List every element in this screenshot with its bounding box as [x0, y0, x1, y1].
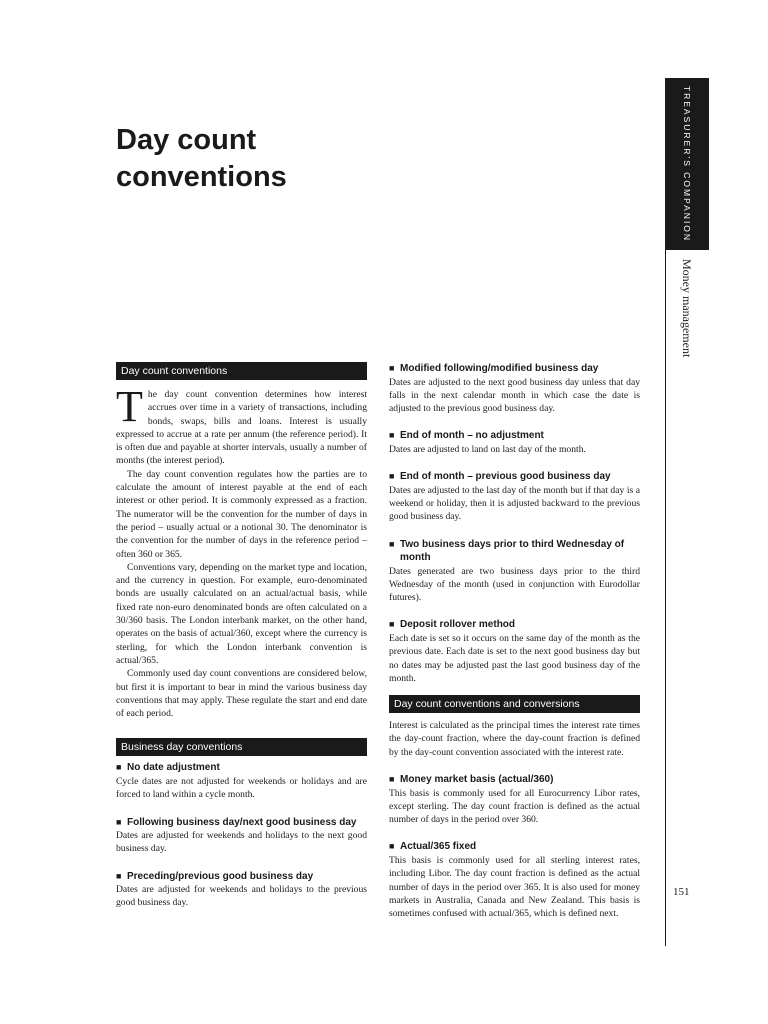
- page-title: [116, 122, 287, 196]
- subheading-following-business-day: ■ Following business day/next good business day: [116, 816, 357, 828]
- square-bullet-icon: ■: [116, 816, 122, 827]
- paragraph-3: Conventions vary, depending on the market type and location, and the currency in question. For example, euro-denominated bonds are usually calculated on an actual/actual basis, while fixed rate non-euro denominated bonds are often calculated on a 30/360 basis. The London interbank market, on the other hand, operates on the basis of actual/360, except where the currency is sterling, for which the London interbank convention is actual/365.: [116, 561, 367, 666]
- square-bullet-icon: ■: [389, 619, 395, 630]
- square-bullet-icon: ■: [389, 471, 395, 482]
- square-bullet-icon: ■: [389, 774, 395, 785]
- box-heading-business-day: Business day conventions: [116, 738, 367, 756]
- margin-rule: [665, 250, 666, 946]
- paragraph-4: Commonly used day count conventions are considered below, but first it is important to bear in mind the various business day conventions that may apply. These regulate the start and end date of each period.: [116, 668, 367, 720]
- paragraph-2: The day count convention regulates how the parties are to calculate the amount of interest payable at the end of each interest or other period. It is commonly expressed as a fraction. The numerator will be the convention for the number of days in the period – usually actual or a notional 30. The denominator is the convention for the number of days in the reference period – often 360 or 365.: [116, 468, 367, 560]
- sidebar-tab-label: TREASURER’S COMPANION: [682, 85, 692, 243]
- text-actual-365-fixed: This basis is commonly used for all sterling interest rates, including Libor. The day count fraction is defined as the actual number of days in the period over 365. It is also used for money markets in Australia, Canada and New Zealand. This basis is sometimes confused with actual/365, which is defined next.: [389, 854, 640, 920]
- drop-cap: T: [116, 382, 143, 431]
- subheading-deposit-rollover: ■ Deposit rollover method: [389, 619, 516, 631]
- square-bullet-icon: ■: [116, 762, 122, 773]
- square-bullet-icon: ■: [389, 430, 395, 441]
- text-deposit-rollover: Each date is set so it occurs on the same day of the month as the previous date. Each date is set to the next good business day but no dates may be adjusted past the last good business day of the month.: [389, 632, 640, 684]
- text-no-date-adjustment: Cycle dates are not adjusted for weekends or holidays and are forced to land within a cycle month.: [116, 775, 367, 801]
- left-column: [116, 362, 367, 910]
- subheading-end-of-month-no-adjustment: ■ End of month – no adjustment: [389, 430, 544, 442]
- text-preceding-business-day: Dates are adjusted for weekends and holidays to the previous good business day.: [116, 884, 367, 909]
- subheading-money-market-basis: ■ Money market basis (actual/360): [389, 774, 554, 786]
- text-third-wednesday: Dates generated are two business days prior to the third Wednesday of the month (used in conjunction with Eurodollar futures).: [389, 565, 640, 604]
- sidebar-tab: [665, 78, 709, 250]
- intro-paragraph: [116, 382, 367, 468]
- section-label: [665, 255, 709, 375]
- subheading-end-of-month-previous: ■ End of month – previous good business day: [389, 471, 611, 483]
- square-bullet-icon: ■: [389, 538, 395, 549]
- text-following-business-day: Dates are adjusted for weekends and holidays to the next good business day.: [116, 830, 367, 855]
- box-heading-day-count: Day count conventions: [116, 362, 367, 380]
- section-label-text: Money management: [680, 259, 694, 358]
- page-number: 151: [673, 886, 690, 898]
- subheading-preceding-business-day: ■ Preceding/previous good business day: [116, 870, 314, 882]
- text-end-of-month-no-adjustment: Dates are adjusted to land on last day of the month.: [389, 443, 586, 455]
- text-money-market-basis: This basis is commonly used for all Eurocurrency Libor rates, except sterling. The day count fraction is defined as the actual number of days in the period over 360.: [389, 787, 640, 826]
- box-heading-conversions: Day count conventions and conversions: [389, 695, 640, 713]
- right-column: [389, 362, 640, 920]
- square-bullet-icon: ■: [389, 841, 395, 852]
- subheading-modified-following: ■ Modified following/modified business day: [389, 363, 599, 374]
- text-end-of-month-previous: Dates are adjusted to the last day of the month but if that day is a weekend or holiday, then it is adjusted backward to the previous good business day.: [389, 484, 640, 523]
- intro-text: he day count convention determines how interest accrues over time in a variety of transactions, including bonds, swaps, bills and loans. Interest is usually expressed to accrue at a rate per annum (the reference period). It is often due and payable at shorter intervals, usually a number of months (the interest period).: [116, 389, 367, 467]
- square-bullet-icon: ■: [389, 363, 395, 373]
- subheading-third-wednesday: ■ Two business days prior to third Wednesday of month: [389, 538, 625, 564]
- page-title-line-1: Day count: [116, 124, 257, 156]
- page-title-line-2: conventions: [116, 161, 287, 193]
- subheading-actual-365-fixed: ■ Actual/365 fixed: [389, 841, 477, 853]
- text-modified-following: Dates are adjusted to the next good business day unless that day falls in the next calendar month in which case the date is adjusted to the previous good business day.: [389, 376, 640, 415]
- square-bullet-icon: ■: [116, 870, 122, 881]
- subheading-no-date-adjustment: ■ No date adjustment: [116, 762, 220, 774]
- conversions-intro: Interest is calculated as the principal times the interest rate times the day-count fraction, where the day-count fraction is defined by the day-count convention associated with the interest rate.: [389, 720, 640, 758]
